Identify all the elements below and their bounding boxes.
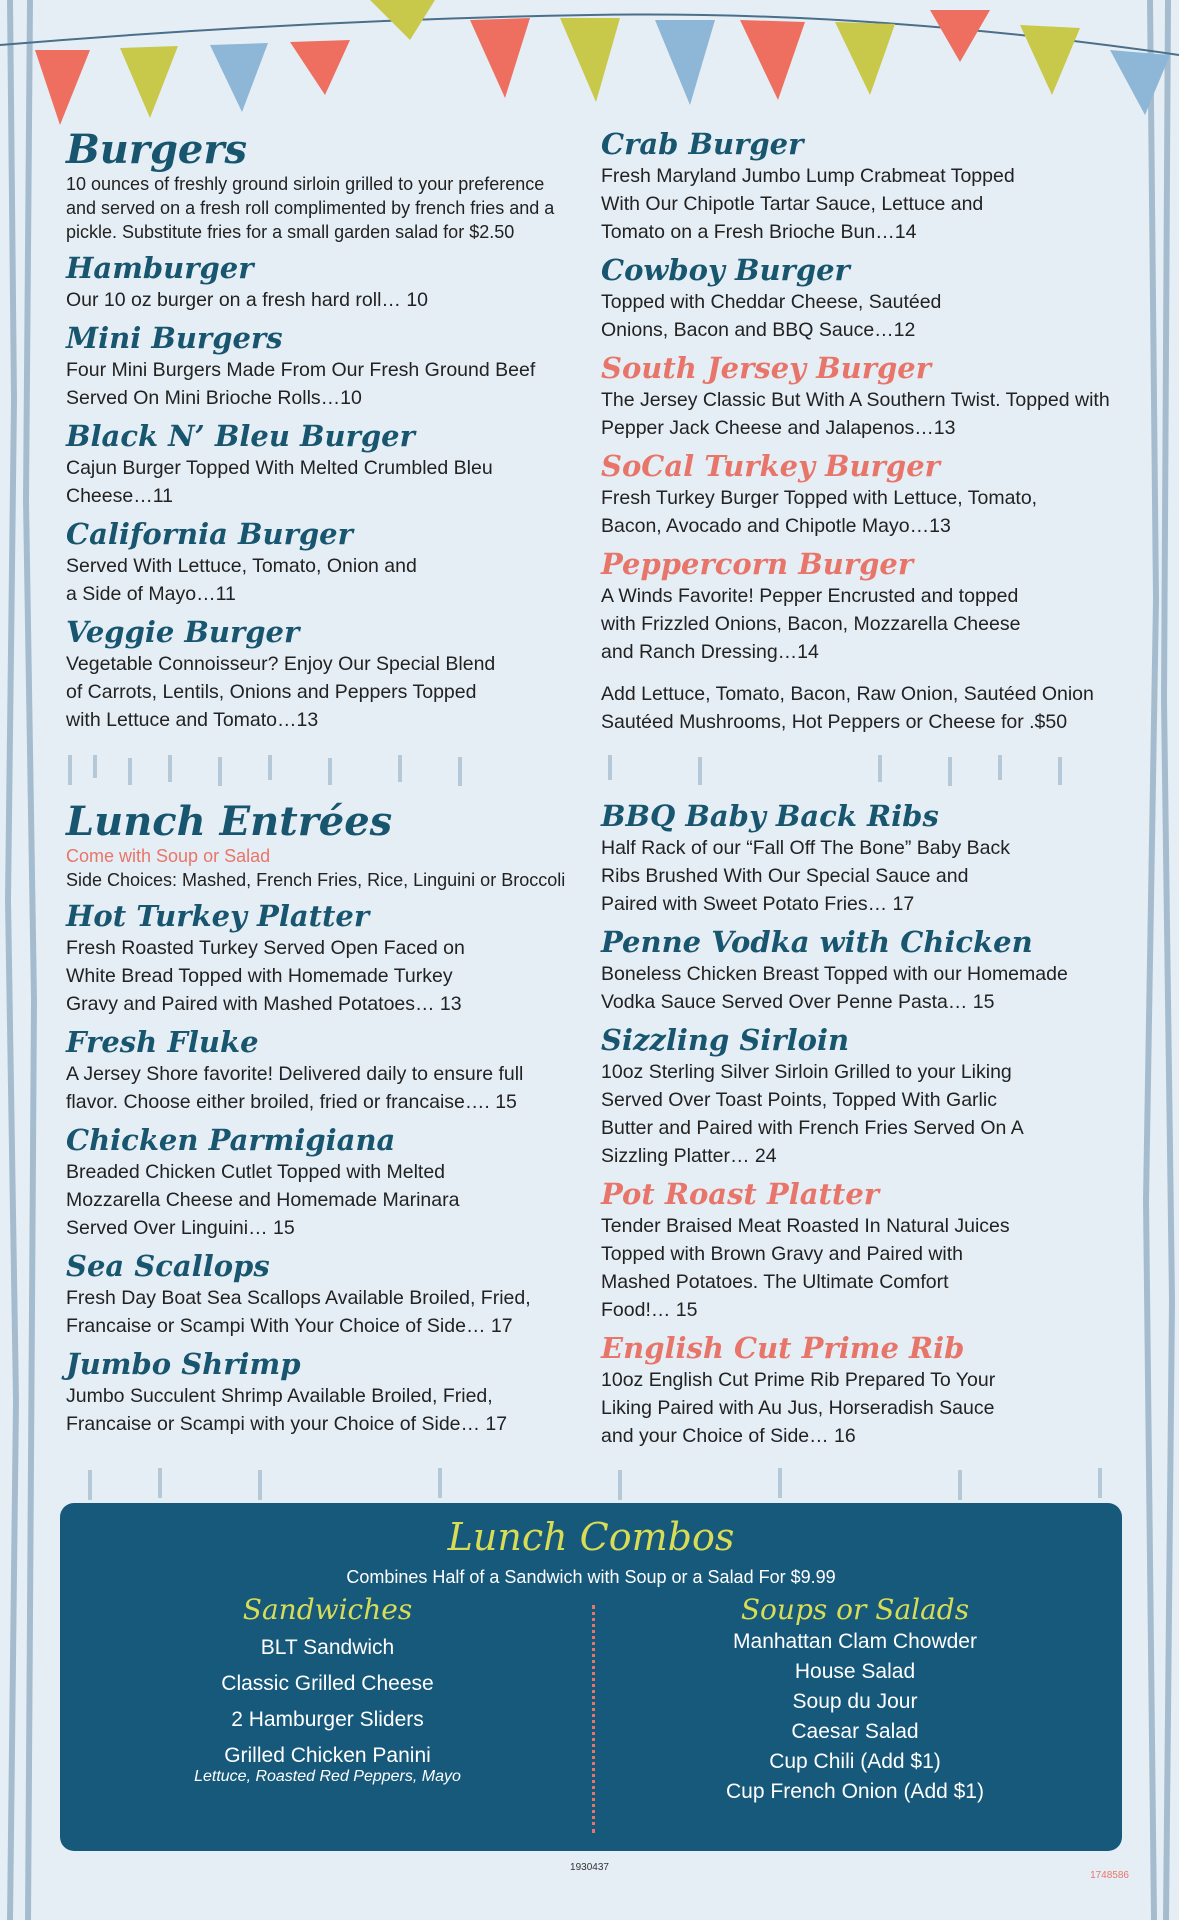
item-desc: Breaded Chicken Cutlet Topped with Melted Mozzarella Cheese and Homemade Marinara Served Over Linguini… 15 <box>66 1161 460 1239</box>
item-name: Hot Turkey Platter <box>66 899 370 933</box>
item-name: Sea Scallops <box>66 1249 270 1283</box>
list-item: 2 Hamburger Sliders <box>231 1708 424 1731</box>
item-name: Veggie Burger <box>66 615 300 649</box>
menu-item <box>66 518 576 608</box>
item-desc: Our 10 oz burger on a fresh hard roll… 10 <box>66 289 429 311</box>
item-name: Hamburger <box>66 251 254 285</box>
item-name: Cowboy Burger <box>601 253 850 287</box>
item-name: Sizzling Sirloin <box>601 1023 850 1057</box>
item-desc: 10oz English Cut Prime Rib Prepared To Your Liking Paired with Au Jus, Horseradish Sauce and your Choice of Side… 16 <box>601 1369 996 1447</box>
burger-addons: Add Lettuce, Tomato, Bacon, Raw Onion, Sautéed Onion Sautéed Mushrooms, Hot Peppers or Cheese for .$50 <box>601 683 1094 733</box>
item-desc: Boneless Chicken Breast Topped with our Homemade Vodka Sauce Served Over Penne Pasta… 15 <box>601 963 1068 1013</box>
list-item: Soup du Jour <box>792 1690 918 1713</box>
list-item: Caesar Salad <box>791 1720 919 1743</box>
menu-item <box>66 616 576 734</box>
item-name: Penne Vodka with Chicken <box>601 925 1033 959</box>
panini-note: Lettuce, Roasted Red Peppers, Mayo <box>194 1768 461 1785</box>
item-desc: A Winds Favorite! Pepper Encrusted and topped with Frizzled Onions, Bacon, Mozzarella Cheese and Ranch Dressing…14 <box>601 585 1021 663</box>
menu-item <box>601 352 1126 442</box>
menu-item <box>66 252 576 314</box>
item-desc: Cajun Burger Topped With Melted Crumbled Bleu Cheese…11 <box>66 457 493 507</box>
menu-item <box>66 900 576 1018</box>
menu-item <box>66 1250 576 1340</box>
item-desc: Tender Braised Meat Roasted In Natural Juices Topped with Brown Gravy and Paired with Mashed Potatoes. The Ultimate Comfort Food!… 15 <box>601 1215 1010 1321</box>
list-item: Manhattan Clam Chowder <box>733 1630 977 1653</box>
lunch-right-column <box>601 800 1126 1450</box>
menu-item <box>601 1178 1126 1324</box>
sandwiches-list <box>100 1593 555 1786</box>
item-name: Pot Roast Platter <box>601 1177 880 1211</box>
item-desc: Topped with Cheddar Cheese, Sautéed Onions, Bacon and BBQ Sauce…12 <box>601 291 942 341</box>
item-name: Chicken Parmigiana <box>66 1123 396 1157</box>
item-desc: Vegetable Connoisseur? Enjoy Our Special Blend of Carrots, Lentils, Onions and Peppers Topped with Lettuce and Tomato…13 <box>66 653 496 731</box>
item-desc: Served With Lettuce, Tomato, Onion and a Side of Mayo…11 <box>66 555 417 605</box>
menu-item <box>601 1332 1126 1450</box>
menu-item <box>66 1348 576 1438</box>
item-name: SoCal Turkey Burger <box>601 449 940 483</box>
menu-item <box>601 450 1126 540</box>
burgers-left-column <box>66 128 576 734</box>
side-choices: Side Choices: Mashed, French Fries, Rice, Linguini or Broccoli <box>66 870 566 890</box>
burgers-intro: 10 ounces of freshly ground sirloin grilled to your preference and served on a fresh roll complimented by french fries and a pickle. Substitute fries for a small garden salad for $2.50 <box>66 174 555 242</box>
soups-heading: Soups or Salads <box>740 1593 970 1626</box>
combos-heading: Lunch Combos <box>447 1515 735 1559</box>
list-item: House Salad <box>794 1660 916 1683</box>
column-divider <box>592 1605 595 1833</box>
menu-item <box>66 1124 576 1242</box>
item-desc: Four Mini Burgers Made From Our Fresh Ground Beef Served On Mini Brioche Rolls…10 <box>66 359 536 409</box>
item-name: South Jersey Burger <box>601 351 932 385</box>
menu-item <box>601 926 1126 1016</box>
item-desc: The Jersey Classic But With A Southern Twist. Topped with Pepper Jack Cheese and Jalapenos…13 <box>601 389 1110 439</box>
list-item: Cup French Onion (Add $1) <box>726 1780 984 1803</box>
item-name: BBQ Baby Back Ribs <box>601 799 939 833</box>
list-item: Cup Chili (Add $1) <box>769 1750 941 1773</box>
menu-item <box>601 1024 1126 1170</box>
burgers-right-column <box>601 128 1126 736</box>
menu-item <box>601 128 1126 246</box>
item-name: Peppercorn Burger <box>601 547 914 581</box>
item-desc: 10oz Sterling Silver Sirloin Grilled to your Liking Served Over Toast Points, Topped With Garlic Butter and Paired with French Fries Served On A Sizzling Platter… 24 <box>601 1061 1023 1167</box>
item-desc: Fresh Day Boat Sea Scallops Available Broiled, Fried, Francaise or Scampi With Your Choice of Side… 17 <box>66 1287 531 1337</box>
item-name: Crab Burger <box>601 127 804 161</box>
list-item: Grilled Chicken Panini <box>224 1744 431 1767</box>
footer-code: 1930437 <box>570 1862 609 1873</box>
item-name: English Cut Prime Rib <box>601 1331 965 1365</box>
item-desc: A Jersey Shore favorite! Delivered daily to ensure full flavor. Choose either broiled, fried or francaise…. 15 <box>66 1063 524 1113</box>
menu-item <box>601 254 1126 344</box>
footer-code-secondary: 1748586 <box>1090 1870 1129 1881</box>
item-desc: Half Rack of our “Fall Off The Bone” Baby Back Ribs Brushed With Our Special Sauce and Paired with Sweet Potato Fries… 17 <box>601 837 1010 915</box>
menu-item <box>601 800 1126 918</box>
lunch-subheading: Come with Soup or Salad <box>66 846 271 866</box>
item-name: Mini Burgers <box>66 321 283 355</box>
item-name: Jumbo Shrimp <box>66 1347 301 1381</box>
item-name: Black N’ Bleu Burger <box>66 419 415 453</box>
lunch-combos-panel <box>60 1503 1122 1851</box>
menu-item <box>66 1026 576 1116</box>
sandwiches-heading: Sandwiches <box>242 1593 413 1626</box>
item-name: Fresh Fluke <box>66 1025 259 1059</box>
soups-list <box>630 1593 1080 1804</box>
menu-item <box>66 420 576 510</box>
item-desc: Fresh Turkey Burger Topped with Lettuce, Tomato, Bacon, Avocado and Chipotle Mayo…13 <box>601 487 1038 537</box>
item-name: California Burger <box>66 517 353 551</box>
list-item: Classic Grilled Cheese <box>221 1672 434 1695</box>
lunch-left-column <box>66 800 576 1438</box>
item-desc: Fresh Maryland Jumbo Lump Crabmeat Topped With Our Chipotle Tartar Sauce, Lettuce and Tomato on a Fresh Brioche Bun…14 <box>601 165 1015 243</box>
menu-item <box>601 548 1126 666</box>
combos-subheading: Combines Half of a Sandwich with Soup or a Salad For $9.99 <box>346 1567 836 1587</box>
item-desc: Fresh Roasted Turkey Served Open Faced on White Bread Topped with Homemade Turkey Gravy and Paired with Mashed Potatoes… 13 <box>66 937 465 1015</box>
item-desc: Jumbo Succulent Shrimp Available Broiled, Fried, Francaise or Scampi with your Choice of Side… 17 <box>66 1385 508 1435</box>
list-item: BLT Sandwich <box>260 1636 395 1659</box>
menu-item <box>66 322 576 412</box>
lunch-heading: Lunch Entrées <box>66 798 393 845</box>
burgers-heading: Burgers <box>66 126 247 173</box>
